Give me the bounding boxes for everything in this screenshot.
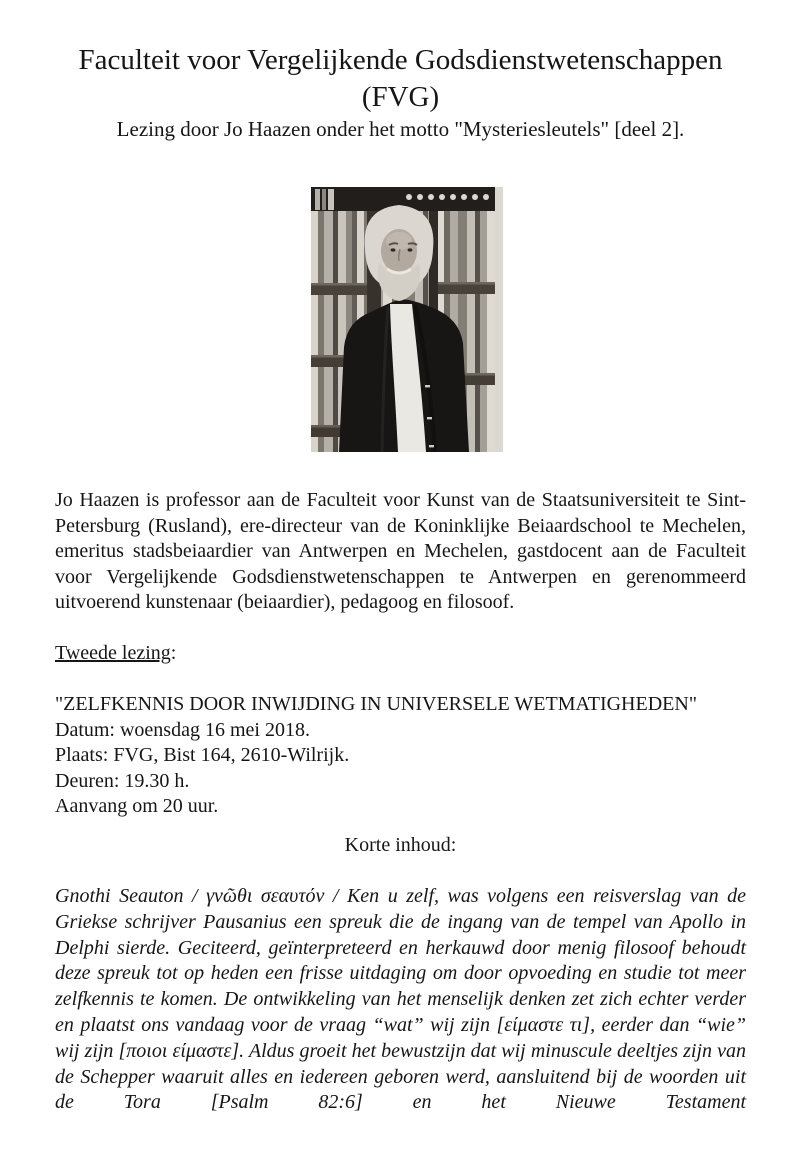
- lecture-details: [55, 692, 746, 820]
- lecture-doors: Deuren: 19.30 h.: [55, 769, 190, 792]
- lecture-start: Aanvang om 20 uur.: [55, 795, 219, 817]
- title-line-2: (FVG): [361, 81, 440, 113]
- second-lecture-label-colon: :: [170, 641, 177, 664]
- second-lecture-label-text: Tweede lezing: [55, 641, 171, 664]
- portrait-photo: [311, 187, 503, 452]
- lecture-date: Datum: woensdag 16 mei 2018.: [55, 718, 310, 741]
- second-lecture-label: [55, 641, 746, 667]
- lecture-title: "ZELFKENNIS DOOR INWIJDING IN UNIVERSELE WETMATIGHEDEN": [55, 693, 697, 715]
- bio-paragraph: Jo Haazen is professor aan de Faculteit voor Kunst van de Staatsuniversiteit te Sint-Petersburg (Rusland), ere-directeur van de Koninklijke Beiaardschool te Mechelen, emeritus stadsbeiaardier van Antwerpen en Mechelen, gastdocent aan de Faculteit voor Vergelijkende Godsdienstwetenschappen te Antwerpen en gerenommeerd uitvoerend kunstenaar (beiaardier), pedagoog en filosoof.: [55, 489, 746, 613]
- summary-paragraph: Gnothi Seauton / γνῶθι σεαυτόν / Ken u zelf, was volgens een reisverslag van de Griekse schrijver Pausanius een spreuk die de ingang van de tempel van Apollo in Delphi sierde. Geciteerd, geïnterpreteerd en herkauwd door menig filosoof behoudt deze spreuk tot op heden een frisse uitdaging om door opvoeding en studie tot meer zelfkennis te komen. De ontwikkeling van het menselijk denken zet zich echter verder en plaatst ons vandaag voor de vraag “wat” wij zijn [είμαστε τι], eerder dan “wie” wij zijn [ποιοι είμαστε]. Aldus groeit het bewustzijn dat wij minuscule deeltjes zijn van de Schepper waaruit alles en iedereen geboren werd, aansluitend bij de woorden uit de Tora [Psalm 82:6] en het Nieuwe Testament: [55, 885, 746, 1114]
- summary-heading: Korte inhoud:: [344, 833, 457, 856]
- lecture-place: Plaats: FVG, Bist 164, 2610-Wilrijk.: [55, 744, 350, 766]
- portrait-photo-illustration: [311, 187, 503, 452]
- page-title: [55, 42, 746, 116]
- subtitle: Lezing door Jo Haazen onder het motto "Mysteriesleutels" [deel 2].: [116, 117, 685, 141]
- title-line-1: Faculteit voor Vergelijkende Godsdienstwetenschappen: [78, 44, 723, 76]
